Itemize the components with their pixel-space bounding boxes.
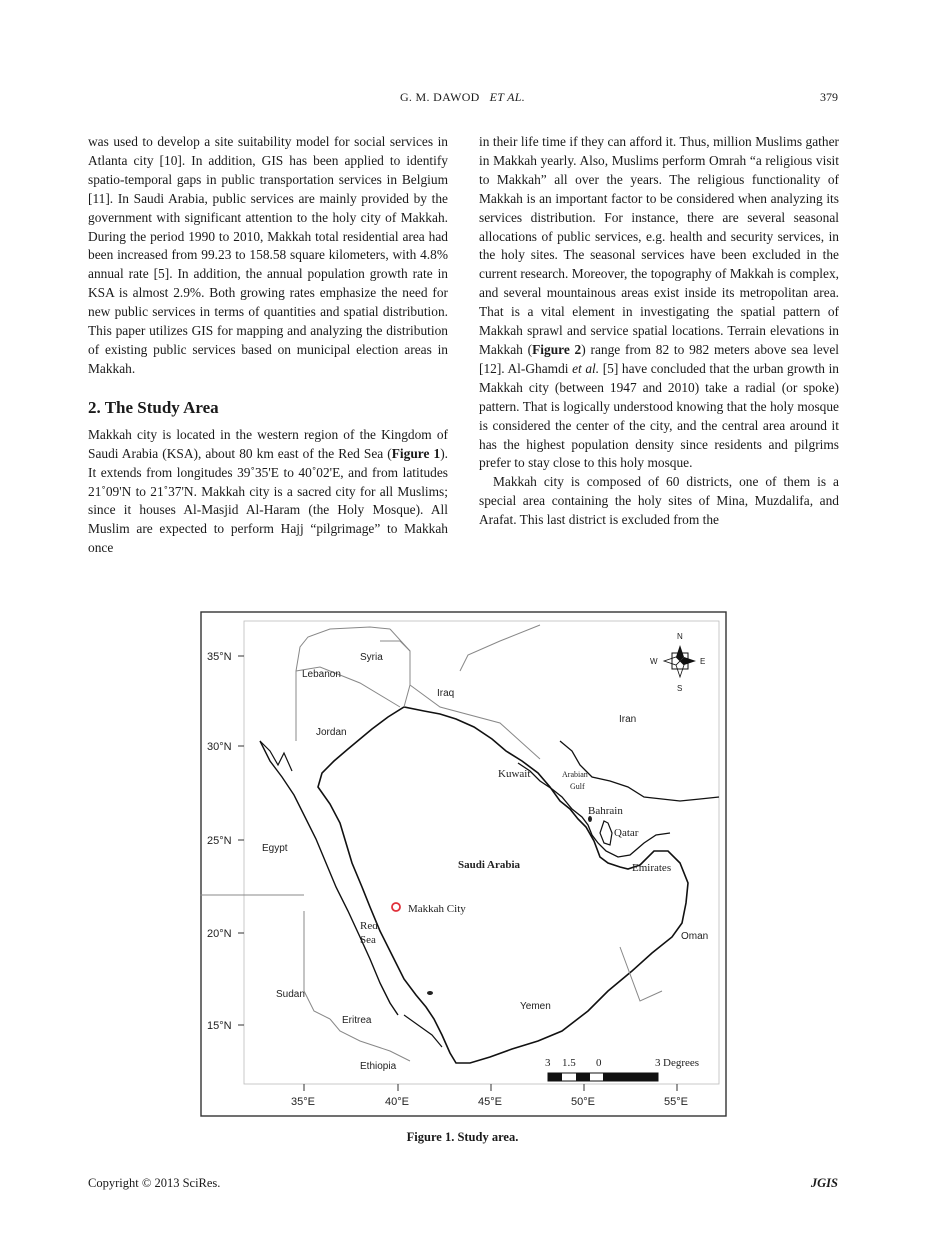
scale-label: 3 — [655, 1057, 661, 1069]
compass-n: N — [677, 632, 683, 641]
compass-s: S — [677, 684, 683, 693]
lat-label: 35°N — [207, 651, 232, 663]
label-iran: Iran — [619, 714, 637, 725]
scale-unit: Degrees — [663, 1057, 700, 1069]
header-etal: ET AL. — [489, 90, 526, 104]
label-iraq: Iraq — [437, 688, 455, 699]
label-red-sea: Red — [360, 920, 378, 932]
lon-label: 40°E — [385, 1096, 409, 1108]
journal-name: JGIS — [810, 1176, 838, 1190]
study-area-map — [200, 611, 727, 1117]
scale-label: 0 — [596, 1057, 602, 1069]
lat-label: 25°N — [207, 835, 232, 847]
scale-label: 1.5 — [562, 1057, 576, 1069]
label-egypt: Egypt — [262, 843, 288, 854]
left-paragraph-2: Makkah city is located in the western region of the Kingdom of Saudi Arabia (KSA), about 80 km east of the Red Sea (Figure 1). It extends from longitudes 39˚35'E to 40˚02'E, and from latitudes 21˚09'N to 21˚37'N. Makkah city is a sacred city for all Muslims; since it houses Al-Masjid Al-Haram (the Holy Mosque). All Muslim are expected to perform Hajj “pilgrimage” to Makkah once — [88, 426, 448, 556]
label-makkah-city: Makkah City — [408, 903, 466, 915]
lat-label: 15°N — [207, 1020, 232, 1032]
lat-label: 20°N — [207, 928, 232, 940]
right-column — [479, 133, 839, 530]
lon-label: 45°E — [478, 1096, 502, 1108]
lon-label: 35°E — [291, 1096, 315, 1108]
figure-2-ref[interactable]: Figure 2 — [532, 341, 582, 357]
label-sudan: Sudan — [276, 989, 305, 1000]
scale-label: 3 — [545, 1057, 551, 1069]
label-bahrain: Bahrain — [588, 805, 623, 817]
label-oman: Oman — [681, 931, 709, 942]
left-column — [88, 133, 448, 558]
label-syria: Syria — [360, 652, 383, 663]
compass-e: E — [700, 657, 706, 666]
label-saudi-arabia: Saudi Arabia — [458, 859, 521, 871]
label-arabian-gulf: Gulf — [570, 782, 585, 791]
lon-label: 55°E — [664, 1096, 688, 1108]
label-emirates: Emirates — [632, 862, 672, 874]
label-eritrea: Eritrea — [342, 1015, 372, 1026]
compass-w: W — [650, 657, 658, 666]
label-arabian-gulf: Arabian — [562, 770, 588, 779]
page-footer — [88, 1176, 838, 1191]
header-authors: G. M. DAWOD ET AL. — [399, 90, 526, 104]
label-ethiopia: Ethiopia — [360, 1061, 397, 1072]
left-paragraph-1: was used to develop a site suitability model for social services in Atlanta city [10]. In addition, GIS has been applied to identify spatio-temporal gaps in public transportation services in Belgium [11]. In Saudi Arabia, public services are mainly provided by the government with significant attention to the holy city of Makkah. During the period 1990 to 2010, Makkah total residential area had been increased from 99.23 to 158.58 square kilometers, with 4.8% annual rate [5]. In addition, the annual population growth rate in KSA is almost 2.9%. Both growing rates emphasize the need for new public services in terms of quantities and spatial distribution. This paper utilizes GIS for mapping and analyzing the distribution of existing public services based on municipal election areas in Makkah. — [88, 134, 448, 376]
section-heading: 2. The Study Area — [88, 397, 219, 417]
page-number: 379 — [820, 90, 838, 104]
label-kuwait: Kuwait — [498, 768, 531, 780]
map-svg — [200, 611, 727, 1117]
label-red-sea: Sea — [360, 934, 376, 946]
right-paragraph-2: Makkah city is composed of 60 districts, one of them is a special area containing the holy sites of Mina, Muzdalifa, and Arafat. This last district is excluded from the — [479, 474, 839, 528]
lat-label: 30°N — [207, 741, 232, 753]
label-lebanon: Lebanon — [302, 669, 341, 680]
label-qatar: Qatar — [614, 827, 639, 839]
makkah-marker — [392, 903, 400, 911]
label-jordan: Jordan — [316, 727, 347, 738]
running-header — [0, 90, 925, 110]
label-yemen: Yemen — [520, 1001, 551, 1012]
lon-label: 50°E — [571, 1096, 595, 1108]
right-paragraph-1: in their life time if they can afford it. Thus, million Muslims gather in Makkah yearly. Also, Muslims perform Omrah “a religious visit to Makkah” all over the years. The religious functionality of Makkah is an important factor to be considered when analyzing its services distribution. For instance, there are several seasonal allocations of public services, e.g. health and security services, in the holy sites. The seasonal services have been excluded in the current research. Moreover, the topography of Makkah is complex, and several mountainous areas exist inside its metropolitan area. That is a vital element in investigating the spatial pattern of Makkah sprawl and service spatial locations. Terrain elevations in Makkah (Figure 2) range from 82 to 982 meters above sea level [12]. Al-Ghamdi et al. [5] have concluded that the urban growth in Makkah city (between 1947 and 2010) take a radial (or spoke) pattern. That is logically understood knowing that the holy mosque is considered the center of the city, and the central area around it has the highest population density since residents and pilgrims prefer to stay close to this holy mosque. — [479, 134, 840, 471]
figure-1-ref[interactable]: Figure 1 — [391, 445, 441, 461]
figure-caption: Figure 1. Study area. — [406, 1130, 519, 1144]
copyright: Copyright © 2013 SciRes. — [88, 1176, 221, 1190]
